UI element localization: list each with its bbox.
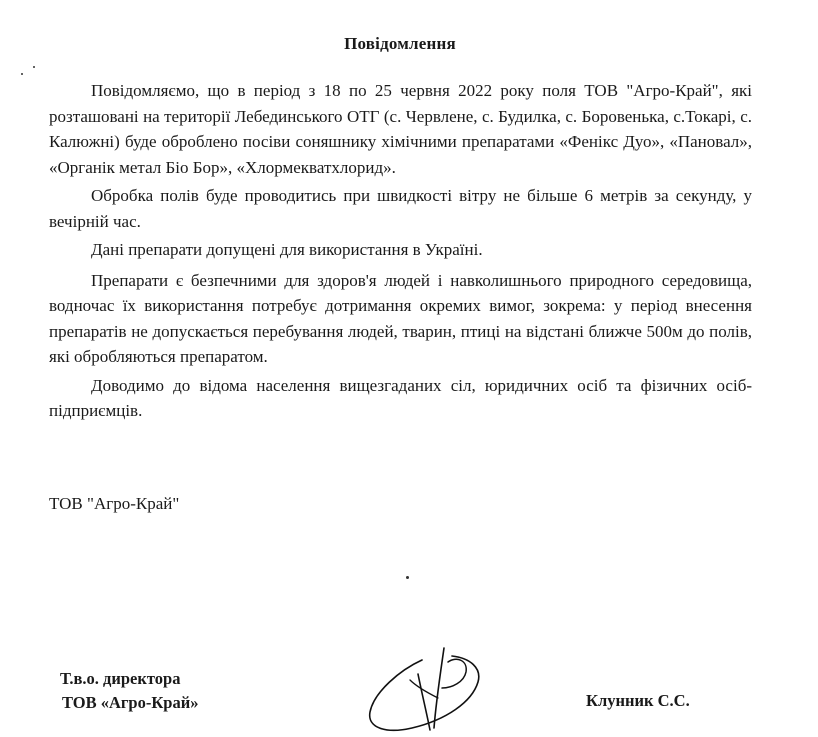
notice-paragraph-safety: Препарати є безпечними для здоров'я людей і навколишнього природного середовища, водночас їх використання потребує дотримання окремих вимог, зокрема: у період внесення препаратів не допускається перебування людей, тварин, птиці на відстані ближче 500м до полів, які обробляються препаратом. bbox=[49, 270, 752, 366]
notice-paragraph-approval: Дані препарати допущені для використання в Україні. bbox=[91, 240, 483, 259]
company-line: ТОВ "Агро-Край" bbox=[49, 494, 180, 513]
document-title: Повідомлення bbox=[344, 34, 456, 53]
notice-body bbox=[49, 78, 752, 427]
signatory-position-title: Т.в.о. директора bbox=[60, 669, 181, 688]
signatory-name: Клунник С.С. bbox=[586, 691, 690, 710]
scan-speck bbox=[21, 73, 23, 75]
notice-paragraph-wind-conditions: Обробка полів буде проводитись при швидкості вітру не більше 6 метрів за секунду, у вечірній час. bbox=[49, 186, 752, 231]
signatory-position bbox=[60, 667, 198, 715]
scan-speck bbox=[406, 576, 409, 579]
signatory-company: ТОВ «Агро-Край» bbox=[62, 693, 199, 712]
scan-speck bbox=[33, 66, 35, 68]
handwritten-signature bbox=[360, 636, 510, 737]
notice-paragraph-treatment-dates: Повідомляємо, що в період з 18 по 25 червня 2022 року поля ТОВ "Агро-Край", які розташовані на території Лебединського ОТГ (с. Червлене, с. Будилка, с. Боровенька, с.Токарі, с. Калюжні) буде оброблено посіви соняшнику хімічними препаратами «Фенікс Дуо», «Пановал», «Органік метал Біо Бор», «Хлормекватхлорид». bbox=[49, 81, 752, 177]
notice-paragraph-informing: Доводимо до відома населення вищезгаданих сіл, юридичних осіб та фізичних осіб-підприємців. bbox=[49, 375, 752, 420]
